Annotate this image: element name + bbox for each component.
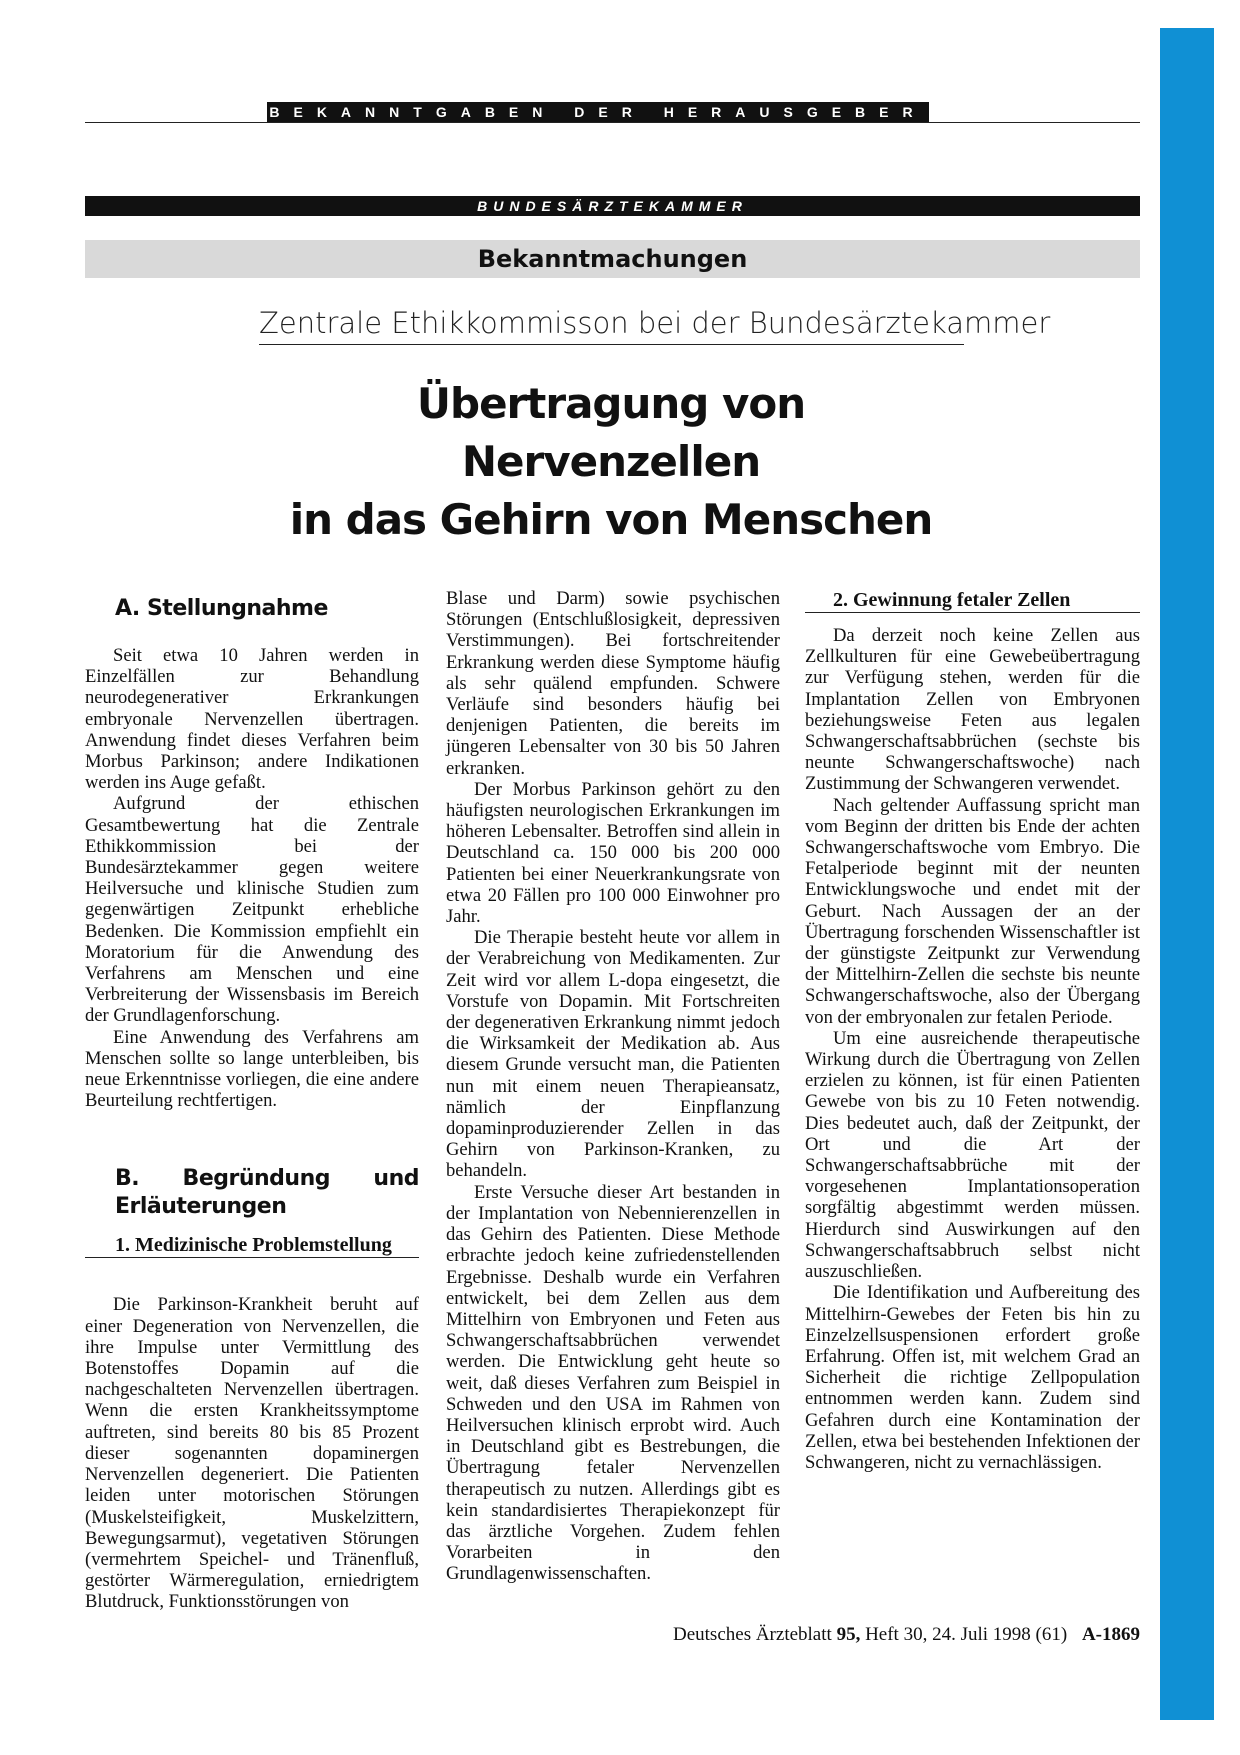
page-number: A-1869 — [1081, 1624, 1140, 1645]
heading-begruendung: B. Begründung und Erläuterungen — [115, 1166, 419, 1220]
header-rule — [85, 122, 1140, 123]
journal-issue: Heft 30, 24. Juli 1998 (61) — [865, 1624, 1068, 1645]
title-line: in das Gehirn von Menschen — [289, 495, 933, 544]
paragraph: Erste Versuche dieser Art bestanden in der Implantation von Nebennierenzellen in das Gehirn des Patienten. Diese Methode erbrachte jedoch keine zufriedenstellenden Ergebnisse. Deshalb wurde ein Verfahren entwickelt, bei dem Zellen aus dem Mittelhirn von Embryonen und Feten aus Schwangerschaftsabbrüchen verwendet werden. Die Entwicklung geht heute so weit, daß dieses Verfahren zum Beispiel in Schweden und den USA im Rahmen von Heilversuchen klinisch erprobt wird. Auch in Deutschland gibt es Bestrebungen, die Übertragung fetaler Nervenzellen therapeutisch zu nutzen. Allerdings gibt es kein standardisiertes Therapiekonzept für das ärztliche Vorgehen. Zudem fehlen Vorarbeiten in den Grundlagenwissenschaften. — [446, 1181, 780, 1585]
paragraph: Nach geltender Auffassung spricht man vom Beginn der dritten bis Ende der achten Schwangerschaftswoche vom Embryo. Die Fetalperiode beginnt mit der neunten Entwicklungswoche und endet mit der Geburt. Nach Aussagen der an der Übertragung forschenden Wissenschaftler ist der günstigste Zeitpunkt zur Verwendung der Mittelhirn-Zellen die sechste bis neunte Schwangerschaftswoche, also der Übergang von der embryonalen zur fetalen Periode. — [805, 794, 1140, 1028]
section-banner: Bekanntmachungen — [85, 240, 1140, 278]
page-footer — [520, 1624, 1140, 1646]
column-3 — [805, 588, 1140, 1473]
heading-gewinnung-fetaler-zellen: 2. Gewinnung fetaler Zellen — [805, 588, 1140, 613]
paragraph-continuation: Blase und Darm) sowie psychischen Störungen (Entschlußlosigkeit, depressiven Verstimmungen). Bei fortschreitender Erkrankung werden diese Symptome häufig als sehr quälend empfunden. Schwere Verläufe sind besonders häufig bei denjenigen Patienten, die bereits im jüngeren Lebensalter von 30 bis 50 Jahren erkranken. — [446, 588, 780, 779]
paragraph: Die Therapie besteht heute vor allem in der Verabreichung von Medikamenten. Zur Zeit wird vor allem L-dopa eingesetzt, die Vorstufe von Dopamin. Mit Fortschreiten der degenerativen Erkrankung nimmt jedoch die Wirksamkeit der Medikation ab. Aus diesem Grunde versucht man, die Patienten nun mit einem neuen Therapieansatz, nämlich der Einpflanzung dopaminproduzierender Zellen in das Gehirn von Parkinson-Kranken, zu behandeln. — [446, 927, 780, 1182]
article-subtitle: Zentrale Ethikkommisson bei der Bundesärztekammer — [259, 302, 964, 345]
paragraph: Seit etwa 10 Jahren werden in Einzelfällen zur Behandlung neurodegenerativer Erkrankungen embryonale Nervenzellen übertragen. Anwendung findet dieses Verfahren beim Morbus Parkinson; andere Indikationen werden ins Auge gefaßt. — [85, 645, 419, 794]
paragraph: Da derzeit noch keine Zellen aus Zellkulturen für eine Gewebeübertragung zur Verfügung stehen, werden für die Implantation Zellen von Embryonen beziehungsweise Feten aus legalen Schwangerschaftsabbrüchen (sechste bis neunte Schwangerschaftswoche) nach Zustimmung der Schwangeren verwendet. — [805, 625, 1140, 795]
title-line: Übertragung von — [416, 379, 806, 428]
paragraph: Die Identifikation und Aufbereitung des Mittelhirn-Gewebes der Feten bis hin zu Einzelzellsuspensionen erfordert große Erfahrung. Offen ist, mit welchem Grad an Sicherheit die richtige Zellpopulation entnommen werden kann. Zudem sind Gefahren durch eine Kontamination der Zellen, etwa bei bestehenden Infektionen der Schwangeren, nicht zu vernachlässigen. — [805, 1282, 1140, 1473]
journal-volume: 95, — [836, 1624, 861, 1645]
paragraph: Aufgrund der ethischen Gesamtbewertung hat die Zentrale Ethikkommission bei der Bundesärztekammer gegen weitere Heilversuche und klinische Studien zum gegenwärtigen Zeitpunkt erhebliche Bedenken. Die Kommission empfiehlt ein Moratorium für die Anwendung des Verfahrens am Menschen und eine Verbreiterung der Wissensbasis im Bereich der Grundlagenforschung. — [85, 793, 419, 1027]
side-color-bar — [1160, 28, 1214, 1720]
paragraph: Der Morbus Parkinson gehört zu den häufigsten neurologischen Erkrankungen im höheren Lebensalter. Betroffen sind allein in Deutschland ca. 150 000 bis 200 000 Patienten bei einer Neuerkrankungsrate von etwa 20 Fällen pro 100 000 Einwohner pro Jahr. — [446, 778, 780, 928]
column-2 — [446, 588, 780, 1585]
organization-banner: BUNDESÄRZTEKAMMER — [85, 196, 1140, 216]
journal-name: Deutsches Ärzteblatt — [673, 1624, 832, 1645]
article-title — [200, 375, 1022, 549]
paragraph: Eine Anwendung des Verfahrens am Menschen sollte so lange unterbleiben, bis neue Erkenntnisse vorliegen, die eine andere Beurteilung rechtfertigen. — [85, 1026, 419, 1112]
heading-medizinische-problemstellung: 1. Medizinische Problemstellung — [85, 1233, 419, 1258]
paragraph: Um eine ausreichende therapeutische Wirkung durch die Übertragung von Zellen erzielen zu können, ist für einen Patienten Gewebe von bis zu 10 Feten notwendig. Dies bedeutet auch, daß der Zeitpunkt, der Ort und die Art der Schwangerschaftsabbrüche mit der vorgesehenen Implantationsoperation sorgfältig abgestimmt werden müssen. Hierdurch sind Auswirkungen auf den Schwangerschaftsabbruch selbst nicht auszuschließen. — [805, 1027, 1140, 1283]
publisher-banner: BEKANNTGABEN DER HERAUSGEBER — [267, 102, 929, 122]
title-line: Nervenzellen — [461, 437, 761, 486]
column-1 — [85, 595, 419, 1613]
paragraph: Die Parkinson-Krankheit beruht auf einer Degeneration von Nervenzellen, die ihre Impulse unter Vermittlung des Botenstoffes Dopamin auf die nachgeschalteten Nervenzellen übertragen. Wenn die ersten Krankheitssymptome auftreten, sind bereits 80 bis 85 Prozent dieser sogenannten dopaminergen Nervenzellen degeneriert. Die Patienten leiden unter motorischen Störungen (Muskelsteifigkeit, Muskelzittern, Bewegungsarmut), vegetativen Störungen (vermehrtem Speichel- und Tränenfluß, gestörter Wärmeregulation, erniedrigtem Blutdruck, Funktionsstörungen von — [85, 1294, 419, 1613]
heading-stellungnahme: A. Stellungnahme — [115, 596, 328, 621]
